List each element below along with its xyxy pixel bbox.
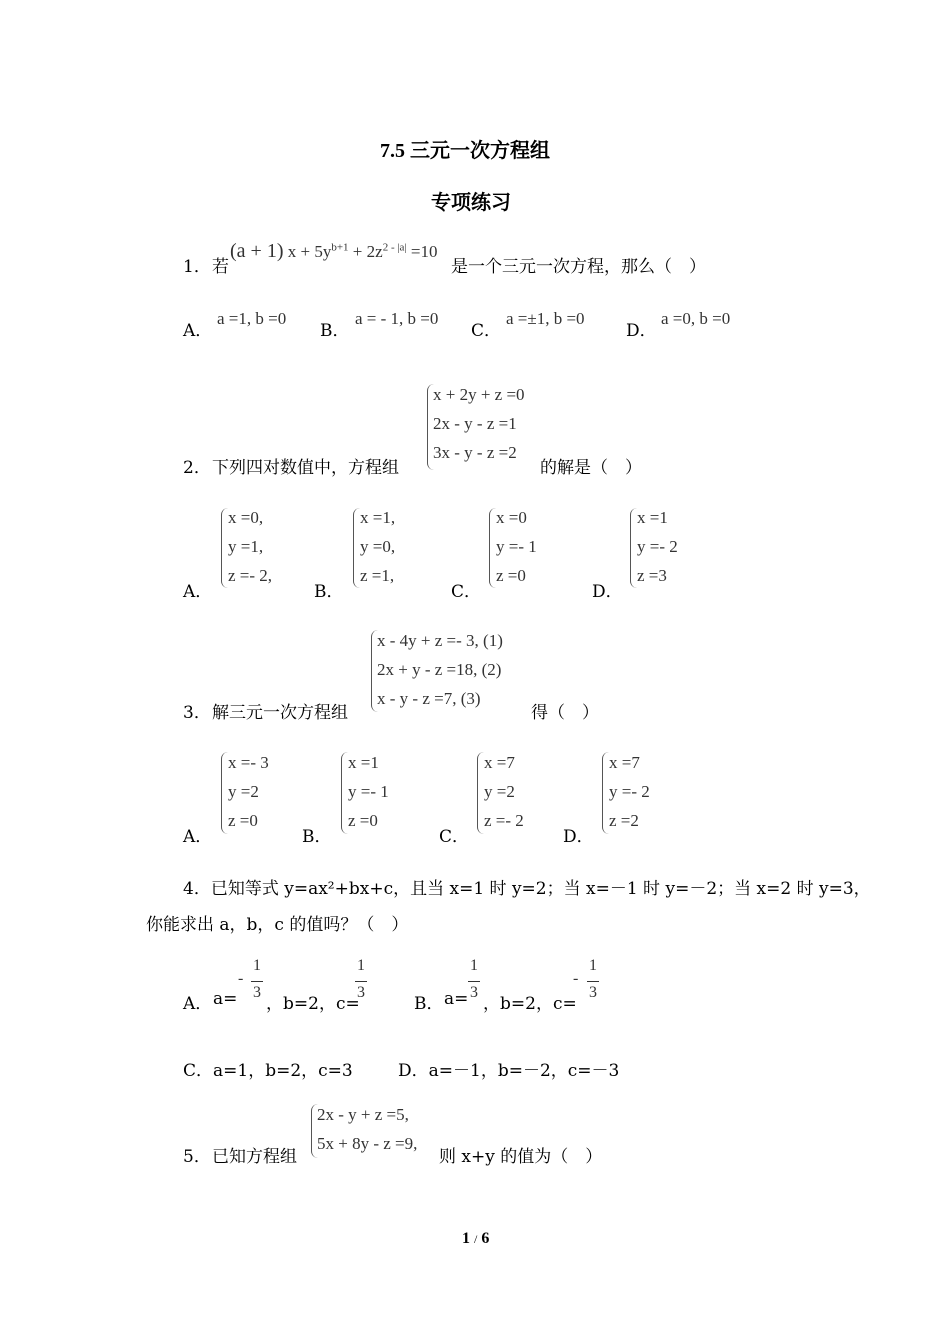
option-label: B．	[320, 321, 350, 341]
question-number: 1．	[183, 257, 211, 277]
question-stem: 若	[212, 257, 229, 277]
question-stem-end: 得（ ）	[531, 703, 599, 723]
option-d: a =0, b =0	[661, 309, 731, 328]
fraction-bar	[468, 981, 480, 982]
option-label: A．	[183, 994, 213, 1014]
option-b-a: a=	[444, 989, 469, 1009]
fraction-denominator: 3	[589, 984, 597, 1001]
option-d-system: x =1 y =- 2 z =3	[637, 508, 678, 585]
equation-system: x + 2y + z =0 2x - y - z =1 3x - y - z =2	[433, 385, 525, 462]
question-stem-end: 的解是（ ）	[540, 458, 642, 478]
fraction-numerator: 1	[470, 957, 478, 974]
option-label: A．	[183, 321, 213, 341]
equation: (a + 1) $x + 5y^{b+1} + 2z^{2 - |a|} =10$	[230, 240, 438, 262]
question-stem-end: 是一个三元一次方程，那么（ ）	[451, 257, 706, 277]
fraction-denominator: 3	[470, 984, 478, 1001]
option-d: D．a=－1，b=－2，c=－3	[398, 1061, 620, 1081]
option-brace	[489, 508, 496, 588]
option-brace	[221, 752, 228, 834]
question-stem: 下列四对数值中，方程组	[212, 458, 399, 478]
option-brace	[221, 508, 228, 588]
option-brace	[602, 752, 609, 834]
option-label: D．	[592, 582, 623, 602]
question-number: 3．	[183, 703, 211, 723]
option-c-system: x =7 y =2 z =- 2	[484, 753, 524, 830]
option-brace	[353, 508, 360, 588]
equation-system: 2x - y + z =5, 5x + 8y - z =9,	[317, 1105, 418, 1153]
option-label: A．	[183, 582, 213, 602]
option-a-system: x =- 3 y =2 z =0	[228, 753, 269, 830]
question-stem: 4．已知等式 y=ax²+bx+c，且当 x=1 时 y=2；当 x=－1 时 y=－2；当 x=2 时 y=3，	[183, 879, 871, 899]
option-c: a =±1, b =0	[506, 309, 585, 328]
fraction-numerator: 1	[589, 957, 597, 974]
question-stem-end: 则 x+y 的值为（ ）	[439, 1147, 603, 1167]
option-a-rest: ，b=2，c=	[266, 994, 360, 1014]
option-a-a: a=	[213, 989, 238, 1009]
option-d-system: x =7 y =- 2 z =2	[609, 753, 650, 830]
fraction-denominator: 3	[253, 984, 261, 1001]
option-label: C．	[471, 321, 502, 341]
option-b-rest: ，b=2，c=	[483, 994, 577, 1014]
page-number: 1 / 6	[462, 1230, 490, 1247]
fraction-bar	[251, 981, 263, 982]
option-b: a = - 1, b =0	[355, 309, 439, 328]
question-stem: 解三元一次方程组	[212, 703, 348, 723]
question-number: 2．	[183, 458, 211, 478]
option-label: D．	[563, 827, 594, 847]
option-label: B．	[302, 827, 332, 847]
option-label: A．	[183, 827, 213, 847]
fraction-bar	[587, 981, 599, 982]
option-c-system: x =0 y =- 1 z =0	[496, 508, 537, 585]
option-a-system: x =0, y =1, z =- 2,	[228, 508, 273, 585]
option-b-system: x =1 y =- 1 z =0	[348, 753, 389, 830]
minus-sign: -	[238, 970, 244, 987]
option-label: C．	[439, 827, 470, 847]
option-label: C．	[451, 582, 482, 602]
question-stem-line2: 你能求出 a，b，c 的值吗？（ ）	[146, 915, 409, 935]
option-label: D．	[626, 321, 657, 341]
option-brace	[630, 508, 637, 588]
question-stem: 已知方程组	[212, 1147, 297, 1167]
fraction-denominator: 3	[357, 984, 365, 1001]
minus-sign: -	[573, 970, 579, 987]
option-label: B．	[314, 582, 344, 602]
fraction-bar	[355, 981, 367, 982]
option-a: a =1, b =0	[217, 309, 287, 328]
page-title: 7.5 三元一次方程组	[380, 140, 550, 162]
page-subtitle: 专项练习	[431, 192, 511, 214]
option-b-system: x =1, y =0, z =1,	[360, 508, 396, 585]
option-brace	[341, 752, 348, 834]
option-c: C．a=1，b=2，c=3	[183, 1061, 353, 1081]
option-brace	[477, 752, 484, 834]
option-label: B．	[414, 994, 444, 1014]
fraction-numerator: 1	[357, 957, 365, 974]
question-number: 5．	[183, 1147, 211, 1167]
fraction-numerator: 1	[253, 957, 261, 974]
equation-system: x - 4y + z =- 3, (1) 2x + y - z =18, (2) x - y - z =7, (3)	[377, 631, 503, 708]
